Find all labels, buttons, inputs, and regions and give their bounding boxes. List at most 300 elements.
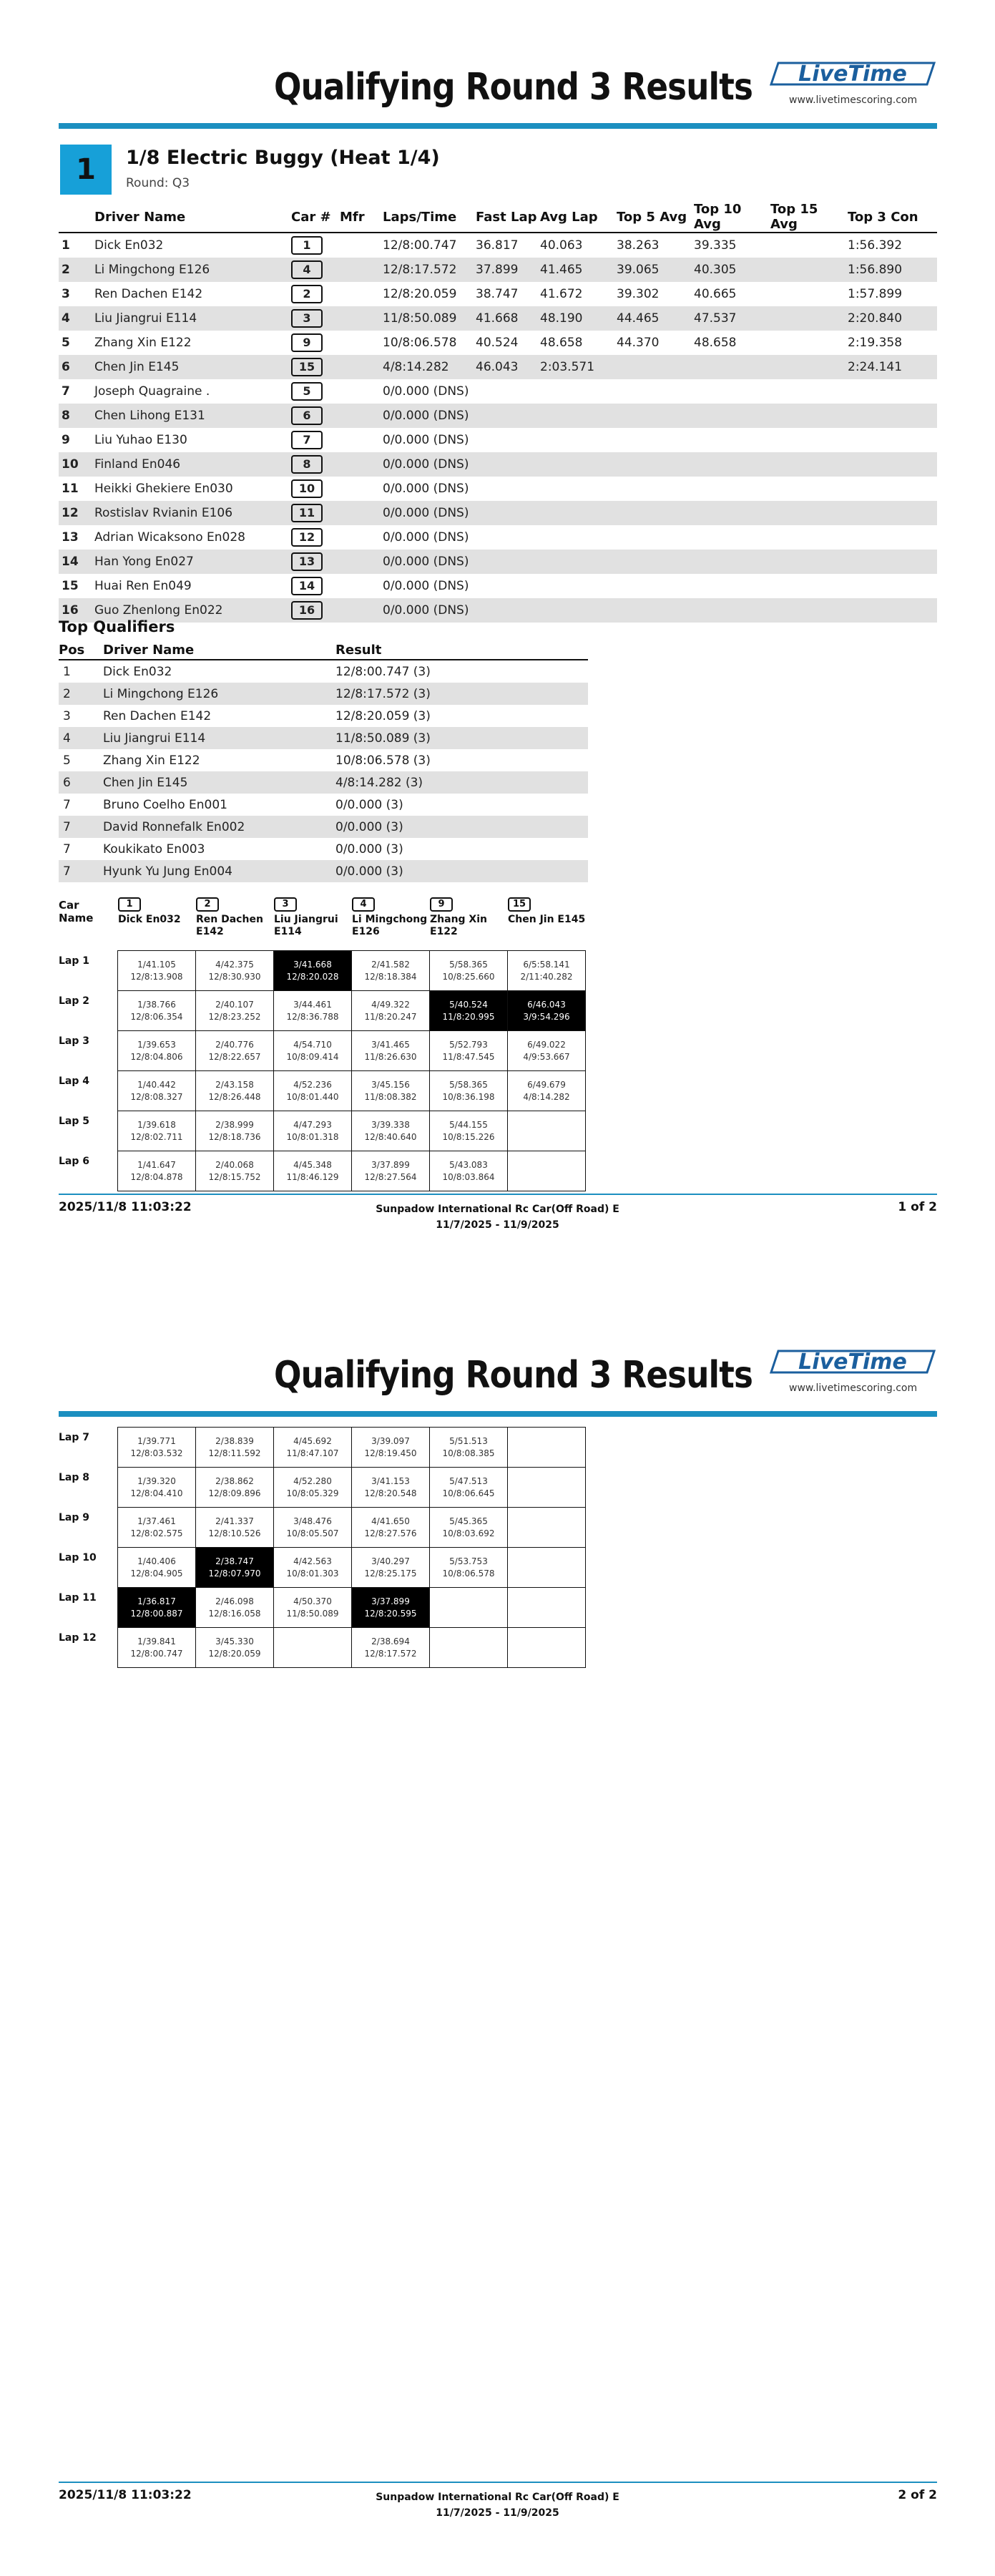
result-top10	[694, 379, 770, 404]
logo-text: LiveTime	[798, 62, 907, 87]
top-qualifiers-header-row	[59, 640, 588, 660]
lap-position-time: 2/38.862	[215, 1475, 254, 1486]
lap-position-time: 3/44.461	[293, 999, 332, 1010]
qualifier-driver: Ren Dachen E142	[103, 708, 212, 723]
lap-label: Lap 4	[59, 1075, 90, 1087]
result-fast: 41.668	[476, 306, 540, 331]
lap-total-time: 11/8:47.107	[286, 1448, 339, 1458]
car-number-badge: 14	[291, 577, 323, 595]
result-fast: 36.817	[476, 238, 519, 253]
result-top10	[694, 574, 770, 598]
result-row	[59, 306, 937, 331]
lap-cell	[508, 1111, 586, 1151]
lap-total-time: 12/8:00.887	[130, 1608, 183, 1619]
lap-total-time: 10/8:06.578	[442, 1568, 495, 1579]
lap-position-time: 5/43.083	[449, 1159, 488, 1170]
lap-cell	[274, 1548, 352, 1588]
lap-cell	[352, 1548, 430, 1588]
result-laps: 0/0.000 (DNS)	[383, 598, 476, 623]
result-mfr	[340, 331, 383, 355]
result-car-cell	[291, 355, 340, 379]
footer-rule	[59, 1194, 937, 1195]
result-pos: 4	[59, 306, 94, 331]
result-top3	[848, 525, 937, 550]
lap-total-time: 12/8:20.595	[364, 1608, 417, 1619]
logo-text: LiveTime	[798, 1350, 907, 1375]
lap-total-time: 12/8:00.747	[130, 1648, 183, 1659]
result-laps: 0/0.000 (DNS)	[383, 530, 469, 545]
lap-cell	[508, 1071, 586, 1111]
result-driver: Guo Zhenlong En022	[94, 598, 291, 623]
tq-col-result: Result	[335, 640, 588, 660]
result-driver: Huai Ren En049	[94, 579, 192, 593]
lap-cell	[508, 1151, 586, 1191]
qualifier-result: 11/8:50.089 (3)	[335, 727, 588, 749]
lap-position-time: 5/52.793	[449, 1039, 488, 1050]
lap-cell	[196, 1031, 274, 1071]
qualifier-pos: 6	[59, 771, 103, 794]
lap-row	[59, 1468, 586, 1508]
lap-cell	[196, 1428, 274, 1468]
result-car-cell	[291, 452, 340, 477]
lap-total-time: 12/8:20.059	[208, 1648, 261, 1659]
lap-position-time: 2/40.776	[215, 1039, 254, 1050]
qualifier-pos: 7	[59, 860, 103, 882]
result-car-cell	[291, 379, 340, 404]
car-number-badge: 2	[291, 285, 323, 303]
lap-total-time: 10/8:05.329	[286, 1488, 339, 1498]
lap-cell	[352, 1508, 430, 1548]
lap-cell	[430, 951, 508, 991]
lap-cell	[352, 1428, 430, 1468]
result-driver: Han Yong En027	[94, 550, 291, 574]
lap-cell	[508, 1548, 586, 1588]
result-top5	[617, 355, 694, 379]
lap-chart-page1	[59, 950, 586, 1191]
result-driver: Zhang Xin E122	[94, 336, 192, 350]
lap-total-time: 10/8:08.385	[442, 1448, 495, 1458]
lap-position-time: 2/46.098	[215, 1596, 254, 1606]
result-driver: Chen Jin E145	[94, 355, 291, 379]
result-fast: 38.747	[476, 287, 519, 301]
lap-label: Lap 5	[59, 1115, 90, 1127]
result-top3: 2:19.358	[848, 336, 903, 350]
lap-position-time: 2/40.107	[215, 999, 254, 1010]
lap-total-time: 12/8:06.354	[130, 1011, 183, 1022]
result-laps: 0/0.000 (DNS)	[383, 501, 476, 525]
result-laps: 0/0.000 (DNS)	[383, 550, 476, 574]
result-mfr	[340, 428, 383, 452]
heat-round: Round: Q3	[126, 176, 190, 190]
result-fast	[476, 501, 540, 525]
lap-position-time: 2/41.337	[215, 1516, 254, 1526]
lap-total-time: 12/8:23.252	[208, 1011, 261, 1022]
result-row	[59, 598, 937, 623]
result-fast: 37.899	[476, 258, 540, 282]
lap-cell	[118, 1031, 196, 1071]
lap-position-time: 4/45.348	[293, 1159, 332, 1170]
footer-event: Sunpadow International Rc Car(Off Road) E 11/7/2025 - 11/9/2025	[376, 2492, 619, 2519]
result-pos: 2	[59, 258, 94, 282]
lap-total-time: 10/8:06.645	[442, 1488, 495, 1498]
lap-position-time: 1/39.653	[137, 1039, 176, 1050]
result-top10	[694, 598, 770, 623]
footer-datetime: 2025/11/8 11:03:22	[59, 2488, 192, 2502]
lap-driver-code: E122	[430, 926, 458, 937]
qualifier-pos: 2	[59, 683, 103, 705]
result-pos: 3	[62, 287, 70, 301]
result-row	[59, 282, 937, 306]
lap-cell	[274, 1508, 352, 1548]
result-mfr	[340, 306, 383, 331]
lap-cell	[352, 1588, 430, 1628]
result-driver: Dick En032	[94, 238, 164, 253]
result-top10: 47.537	[694, 306, 770, 331]
qualifier-driver: Dick En032	[103, 664, 172, 679]
result-mfr	[340, 525, 383, 550]
lap-cell	[118, 951, 196, 991]
result-top5	[617, 404, 694, 428]
result-row	[59, 574, 937, 598]
lap-cell	[118, 1428, 196, 1468]
result-driver: Ren Dachen E142	[94, 287, 203, 301]
lap-driver-header	[352, 896, 427, 938]
result-top15	[770, 331, 848, 355]
lap-driver-code: E142	[196, 926, 224, 937]
result-mfr	[340, 355, 383, 379]
result-car-cell	[291, 501, 340, 525]
lap-total-time: 11/8:20.995	[442, 1011, 495, 1022]
lap-position-time: 4/54.710	[293, 1039, 332, 1050]
header-rule	[59, 123, 937, 129]
result-top3	[848, 428, 937, 452]
result-fast	[476, 452, 540, 477]
result-row	[59, 428, 937, 452]
qualifier-result: 12/8:00.747 (3)	[335, 664, 431, 679]
result-row	[59, 477, 937, 501]
qualifier-row	[59, 683, 588, 705]
result-avg: 2:03.571	[540, 355, 617, 379]
result-avg	[540, 428, 617, 452]
lap-total-time: 12/8:02.575	[130, 1528, 183, 1538]
result-row	[59, 525, 937, 550]
result-mfr	[340, 550, 383, 574]
result-top10	[694, 452, 770, 477]
col-top5-avg: Top 5 Avg	[617, 202, 694, 233]
result-avg	[540, 379, 617, 404]
lap-position-time: 6/46.043	[527, 999, 566, 1010]
lap-row	[59, 1111, 586, 1151]
lap-cell	[118, 1468, 196, 1508]
result-fast: 46.043	[476, 355, 540, 379]
car-number-badge: 2	[196, 897, 219, 912]
lap-cell	[430, 1428, 508, 1468]
lap-position-time: 5/58.365	[449, 959, 488, 970]
result-fast	[476, 428, 540, 452]
lap-label: Lap 8	[59, 1471, 90, 1483]
qualifier-pos: 3	[63, 708, 71, 723]
lap-driver-name: Ren Dachen	[196, 914, 263, 925]
qualifier-pos: 7	[63, 841, 71, 857]
result-mfr	[340, 233, 383, 258]
lap-total-time: 12/8:04.410	[130, 1488, 183, 1498]
result-top5	[617, 477, 694, 501]
lap-total-time: 12/8:40.640	[364, 1131, 417, 1142]
lap-total-time: 11/8:46.129	[286, 1171, 339, 1182]
lap-cell	[274, 1071, 352, 1111]
lap-cell	[196, 1548, 274, 1588]
lap-total-time: 12/8:20.548	[364, 1488, 417, 1498]
lap-cell	[430, 1031, 508, 1071]
qualifier-pos: 7	[59, 816, 103, 838]
lap-driver-header	[508, 896, 585, 926]
result-pos: 9	[62, 433, 70, 447]
qualifier-row	[59, 771, 588, 794]
lap-position-time: 3/45.330	[215, 1636, 254, 1646]
lap-total-time: 10/8:36.198	[442, 1091, 495, 1102]
lap-cell	[274, 1111, 352, 1151]
lap-driver-header	[196, 896, 263, 938]
result-car-cell	[291, 574, 340, 598]
lap-cell	[352, 1628, 430, 1668]
lap-cell	[196, 1071, 274, 1111]
result-row	[59, 404, 937, 428]
lap-label: Lap 12	[59, 1631, 97, 1644]
lap-driver-name: Zhang Xin	[430, 914, 487, 925]
result-avg: 48.658	[540, 336, 583, 350]
livetime-logo	[768, 57, 940, 90]
lap-position-time: 1/37.461	[137, 1516, 176, 1526]
result-fast	[476, 404, 540, 428]
result-top3: 1:56.392	[848, 238, 903, 253]
result-pos: 5	[62, 336, 70, 350]
result-top10	[694, 525, 770, 550]
result-top10	[694, 428, 770, 452]
lap-position-time: 2/38.694	[371, 1636, 410, 1646]
result-top3: 1:56.890	[848, 258, 937, 282]
lap-label: Lap 11	[59, 1591, 97, 1604]
result-top10	[694, 477, 770, 501]
lap-position-time: 2/41.582	[371, 959, 410, 970]
results-table	[59, 202, 937, 623]
lap-total-time: 12/8:22.657	[208, 1051, 261, 1062]
top-qualifiers-title: Top Qualifiers	[59, 618, 175, 635]
result-mfr	[340, 501, 383, 525]
result-top5: 44.465	[617, 306, 694, 331]
result-top5	[617, 501, 694, 525]
qualifier-result: 0/0.000 (3)	[335, 841, 403, 857]
lap-driver-name: Chen Jin E145	[508, 914, 586, 925]
qualifier-row	[59, 838, 588, 860]
lap-position-time: 1/39.771	[137, 1435, 176, 1446]
lap-total-time: 10/8:15.226	[442, 1131, 495, 1142]
lap-total-time: 12/8:08.327	[130, 1091, 183, 1102]
lap-cell	[508, 1508, 586, 1548]
car-number-badge: 15	[508, 897, 531, 912]
car-number-badge: 7	[291, 431, 323, 449]
lap-position-time: 5/51.513	[449, 1435, 488, 1446]
car-number-badge: 3	[291, 309, 323, 328]
lap-position-time: 1/38.766	[137, 999, 176, 1010]
lap-cell	[118, 1111, 196, 1151]
qualifier-row	[59, 705, 588, 727]
qualifier-row	[59, 749, 588, 771]
lap-total-time: 12/8:11.592	[208, 1448, 261, 1458]
lap-cell	[430, 1111, 508, 1151]
lap-total-time: 10/8:03.692	[442, 1528, 495, 1538]
result-pos: 1	[62, 238, 70, 253]
result-top10: 48.658	[694, 336, 737, 350]
lap-total-time: 11/8:20.247	[364, 1011, 417, 1022]
result-driver: Finland En046	[94, 452, 291, 477]
result-top15	[770, 282, 848, 306]
qualifier-result: 0/0.000 (3)	[335, 816, 588, 838]
lap-total-time: 12/8:03.532	[130, 1448, 183, 1458]
result-top15	[770, 258, 848, 282]
lap-position-time: 6/49.679	[527, 1079, 566, 1090]
lap-cell	[430, 1151, 508, 1191]
result-pos: 13	[62, 530, 79, 545]
result-avg: 48.190	[540, 306, 617, 331]
result-laps: 10/8:06.578	[383, 336, 457, 350]
result-pos: 11	[62, 482, 79, 496]
result-top5: 44.370	[617, 336, 660, 350]
lap-cell	[196, 1111, 274, 1151]
lap-position-time: 3/41.153	[371, 1475, 410, 1486]
lap-position-time: 1/41.105	[137, 959, 176, 970]
lap-position-time: 2/43.158	[215, 1079, 254, 1090]
lap-cell	[274, 991, 352, 1031]
result-top5: 39.302	[617, 287, 660, 301]
qualifier-driver: Liu Jiangrui E114	[103, 727, 335, 749]
lap-cell	[352, 1468, 430, 1508]
lap-row	[59, 1588, 586, 1628]
lap-total-time: 12/8:18.384	[364, 971, 417, 982]
result-row	[59, 355, 937, 379]
footer-rule	[59, 2482, 937, 2483]
lap-position-time: 5/44.155	[449, 1119, 488, 1130]
lap-total-time: 12/8:25.175	[364, 1568, 417, 1579]
heat-title: 1/8 Electric Buggy (Heat 1/4)	[126, 147, 440, 169]
lap-cell	[352, 1071, 430, 1111]
col-top10-avg: Top 10 Avg	[694, 202, 770, 233]
result-avg: 40.063	[540, 238, 583, 253]
lap-cell	[508, 951, 586, 991]
tq-col-pos: Pos	[59, 640, 103, 660]
lap-cell	[196, 1508, 274, 1548]
lap-position-time: 1/39.841	[137, 1636, 176, 1646]
lap-total-time: 12/8:04.806	[130, 1051, 183, 1062]
car-number-badge: 3	[274, 897, 297, 912]
top-qualifiers-body	[59, 660, 588, 882]
lap-row	[59, 1628, 586, 1668]
lap-position-time: 2/38.999	[215, 1119, 254, 1130]
footer-page-number: 2 of 2	[898, 2488, 937, 2502]
lap-total-time: 12/8:26.448	[208, 1091, 261, 1102]
result-car-cell	[291, 428, 340, 452]
lap-cell	[430, 1508, 508, 1548]
result-avg	[540, 550, 617, 574]
result-top5	[617, 525, 694, 550]
lap-chart-page2	[59, 1427, 586, 1668]
result-row	[59, 233, 937, 258]
qualifier-pos: 4	[59, 727, 103, 749]
qualifier-row	[59, 816, 588, 838]
result-fast	[476, 477, 540, 501]
result-row	[59, 258, 937, 282]
lap-label: Lap 3	[59, 1035, 90, 1047]
footer-datetime: 2025/11/8 11:03:22	[59, 1200, 192, 1214]
lap-row	[59, 1508, 586, 1548]
lap-position-time: 4/50.370	[293, 1596, 332, 1606]
lap-cell	[352, 951, 430, 991]
livetime-logo	[768, 1345, 940, 1378]
result-top10	[694, 404, 770, 428]
result-driver: Liu Jiangrui E114	[94, 306, 291, 331]
lap-cell	[196, 951, 274, 991]
result-driver: Joseph Quagraine .	[94, 384, 210, 399]
result-laps: 0/0.000 (DNS)	[383, 384, 469, 399]
result-row	[59, 452, 937, 477]
lap-position-time: 5/53.753	[449, 1556, 488, 1566]
lap-position-time: 3/37.899	[371, 1159, 410, 1170]
lap-total-time: 10/8:01.440	[286, 1091, 339, 1102]
result-driver: Rostislav Rvianin E106	[94, 501, 291, 525]
qualifier-row	[59, 794, 588, 816]
result-pos: 6	[59, 355, 94, 379]
result-top5: 39.065	[617, 258, 694, 282]
lap-cell	[118, 1151, 196, 1191]
car-number-badge: 9	[430, 897, 453, 912]
lap-chart-car-label: Car Name	[59, 899, 94, 924]
result-avg	[540, 598, 617, 623]
lap-cell	[274, 951, 352, 991]
lap-total-time: 10/8:01.303	[286, 1568, 339, 1579]
lap-position-time: 4/52.280	[293, 1475, 332, 1486]
result-top5	[617, 428, 694, 452]
tq-col-driver: Driver Name	[103, 640, 335, 660]
lap-cell	[274, 1628, 352, 1668]
header-rule	[59, 1411, 937, 1417]
lap-total-time: 12/8:07.970	[208, 1568, 261, 1579]
results-body	[59, 233, 937, 623]
qualifier-result: 0/0.000 (3)	[335, 797, 403, 812]
lap-driver-header	[118, 896, 181, 926]
lap-label: Lap 10	[59, 1551, 97, 1563]
lap-cell	[118, 991, 196, 1031]
qualifier-driver: Li Mingchong E126	[103, 683, 335, 705]
result-mfr	[340, 258, 383, 282]
car-number-badge: 5	[291, 382, 323, 401]
result-laps: 0/0.000 (DNS)	[383, 433, 469, 447]
logo-url: www.livetimescoring.com	[789, 94, 918, 106]
lap-cell	[118, 1548, 196, 1588]
result-top15	[770, 550, 848, 574]
result-top5	[617, 379, 694, 404]
lap-position-time: 5/47.513	[449, 1475, 488, 1486]
lap-driver-name: Dick En032	[118, 914, 181, 925]
col-laps-time: Laps/Time	[383, 202, 476, 233]
result-row	[59, 501, 937, 525]
lap-cell	[274, 1151, 352, 1191]
lap-position-time: 3/41.465	[371, 1039, 410, 1050]
lap-total-time: 12/8:17.572	[364, 1648, 417, 1659]
result-top15	[770, 404, 848, 428]
result-pos: 8	[59, 404, 94, 428]
footer-event: Sunpadow International Rc Car(Off Road) E 11/7/2025 - 11/9/2025	[376, 1204, 619, 1231]
result-car-cell	[291, 477, 340, 501]
car-number-badge: 13	[291, 552, 323, 571]
